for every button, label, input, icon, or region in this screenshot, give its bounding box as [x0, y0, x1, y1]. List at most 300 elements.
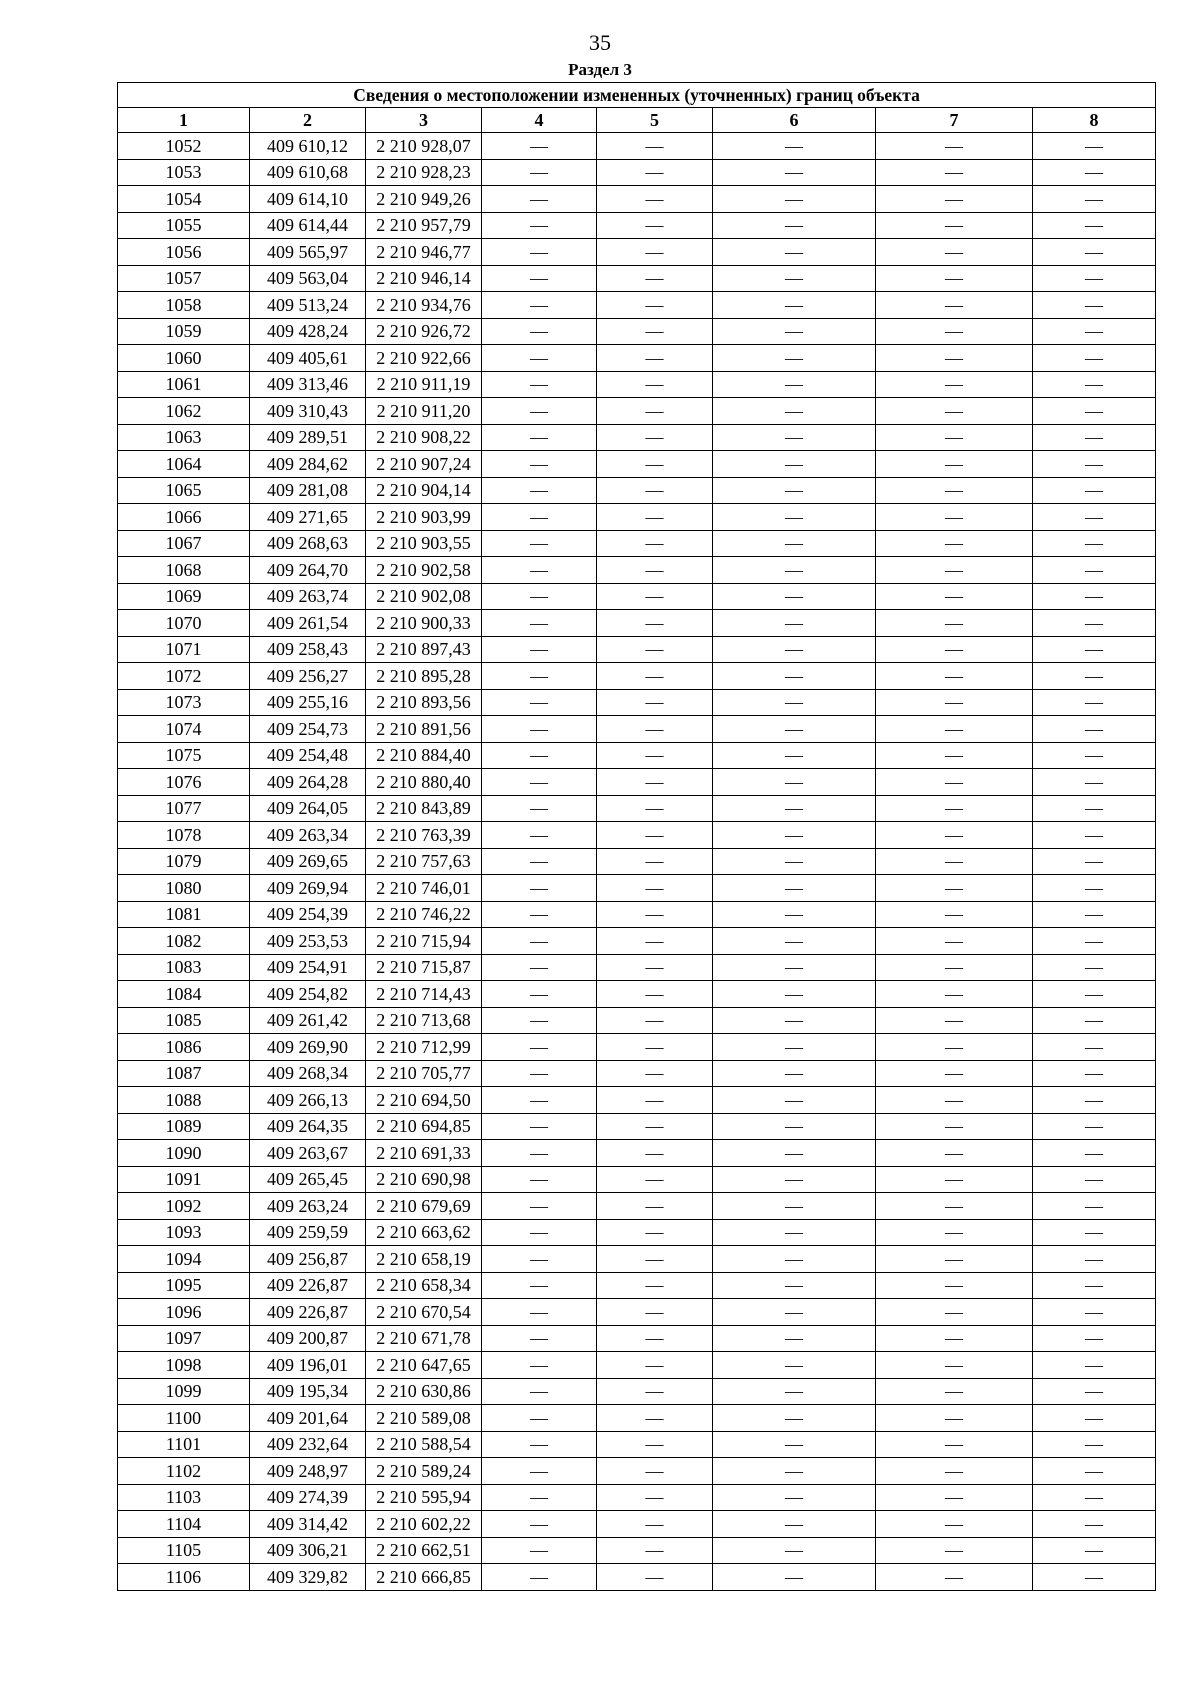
x-coordinate-cell: 409 269,65 [250, 848, 366, 875]
y-coordinate-cell: 2 210 911,19 [366, 371, 482, 398]
empty-value-cell: — [876, 345, 1033, 372]
point-number-cell: 1097 [118, 1325, 250, 1352]
empty-value-cell: — [482, 954, 597, 981]
empty-value-cell: — [876, 848, 1033, 875]
empty-value-cell: — [482, 636, 597, 663]
empty-value-cell: — [482, 530, 597, 557]
table-row [118, 1299, 1156, 1326]
empty-value-cell: — [597, 1060, 713, 1087]
empty-value-cell: — [597, 716, 713, 743]
empty-value-cell: — [876, 318, 1033, 345]
x-coordinate-cell: 409 610,12 [250, 133, 366, 160]
empty-value-cell: — [482, 424, 597, 451]
point-number-cell: 1092 [118, 1193, 250, 1220]
empty-value-cell: — [713, 133, 876, 160]
point-number-cell: 1058 [118, 292, 250, 319]
empty-value-cell: — [713, 424, 876, 451]
point-number-cell: 1059 [118, 318, 250, 345]
x-coordinate-cell: 409 264,70 [250, 557, 366, 584]
empty-value-cell: — [1033, 530, 1156, 557]
empty-value-cell: — [1033, 1007, 1156, 1034]
table-row [118, 1219, 1156, 1246]
empty-value-cell: — [713, 398, 876, 425]
y-coordinate-cell: 2 210 922,66 [366, 345, 482, 372]
empty-value-cell: — [1033, 1352, 1156, 1379]
empty-value-cell: — [482, 1272, 597, 1299]
empty-value-cell: — [1033, 1458, 1156, 1485]
empty-value-cell: — [1033, 795, 1156, 822]
empty-value-cell: — [1033, 345, 1156, 372]
y-coordinate-cell: 2 210 630,86 [366, 1378, 482, 1405]
x-coordinate-cell: 409 271,65 [250, 504, 366, 531]
empty-value-cell: — [1033, 583, 1156, 610]
empty-value-cell: — [713, 292, 876, 319]
y-coordinate-cell: 2 210 589,08 [366, 1405, 482, 1432]
y-coordinate-cell: 2 210 757,63 [366, 848, 482, 875]
empty-value-cell: — [876, 716, 1033, 743]
empty-value-cell: — [876, 371, 1033, 398]
table-caption: Сведения о местоположении измененных (уточненных) границ объекта [118, 83, 1156, 108]
table-row [118, 424, 1156, 451]
point-number-cell: 1066 [118, 504, 250, 531]
empty-value-cell: — [876, 822, 1033, 849]
empty-value-cell: — [482, 1007, 597, 1034]
empty-value-cell: — [1033, 1431, 1156, 1458]
empty-value-cell: — [1033, 928, 1156, 955]
empty-value-cell: — [482, 292, 597, 319]
y-coordinate-cell: 2 210 946,14 [366, 265, 482, 292]
empty-value-cell: — [713, 1219, 876, 1246]
empty-value-cell: — [597, 1431, 713, 1458]
empty-value-cell: — [597, 133, 713, 160]
point-number-cell: 1052 [118, 133, 250, 160]
y-coordinate-cell: 2 210 666,85 [366, 1564, 482, 1591]
empty-value-cell: — [1033, 981, 1156, 1008]
point-number-cell: 1078 [118, 822, 250, 849]
empty-value-cell: — [482, 451, 597, 478]
x-coordinate-cell: 409 254,91 [250, 954, 366, 981]
empty-value-cell: — [597, 1272, 713, 1299]
empty-value-cell: — [713, 1246, 876, 1273]
point-number-cell: 1083 [118, 954, 250, 981]
x-coordinate-cell: 409 565,97 [250, 239, 366, 266]
empty-value-cell: — [597, 610, 713, 637]
empty-value-cell: — [876, 901, 1033, 928]
empty-value-cell: — [597, 795, 713, 822]
empty-value-cell: — [597, 345, 713, 372]
empty-value-cell: — [1033, 822, 1156, 849]
point-number-cell: 1084 [118, 981, 250, 1008]
empty-value-cell: — [597, 1140, 713, 1167]
empty-value-cell: — [713, 1034, 876, 1061]
empty-value-cell: — [482, 848, 597, 875]
point-number-cell: 1095 [118, 1272, 250, 1299]
empty-value-cell: — [597, 371, 713, 398]
table-row [118, 1405, 1156, 1432]
empty-value-cell: — [597, 901, 713, 928]
empty-value-cell: — [713, 875, 876, 902]
empty-value-cell: — [482, 1166, 597, 1193]
empty-value-cell: — [876, 1511, 1033, 1538]
empty-value-cell: — [597, 848, 713, 875]
empty-value-cell: — [713, 159, 876, 186]
table-row [118, 663, 1156, 690]
x-coordinate-cell: 409 264,28 [250, 769, 366, 796]
x-coordinate-cell: 409 264,05 [250, 795, 366, 822]
y-coordinate-cell: 2 210 746,01 [366, 875, 482, 902]
empty-value-cell: — [713, 239, 876, 266]
empty-value-cell: — [876, 504, 1033, 531]
empty-value-cell: — [876, 795, 1033, 822]
empty-value-cell: — [1033, 1378, 1156, 1405]
empty-value-cell: — [713, 557, 876, 584]
table-body [118, 133, 1156, 1591]
empty-value-cell: — [1033, 398, 1156, 425]
x-coordinate-cell: 409 284,62 [250, 451, 366, 478]
empty-value-cell: — [482, 186, 597, 213]
empty-value-cell: — [713, 345, 876, 372]
empty-value-cell: — [597, 1113, 713, 1140]
empty-value-cell: — [1033, 901, 1156, 928]
table-row [118, 689, 1156, 716]
empty-value-cell: — [713, 822, 876, 849]
empty-value-cell: — [482, 875, 597, 902]
table-row [118, 636, 1156, 663]
empty-value-cell: — [482, 1140, 597, 1167]
table-row [118, 133, 1156, 160]
empty-value-cell: — [597, 769, 713, 796]
table-row [118, 451, 1156, 478]
table-row [118, 557, 1156, 584]
x-coordinate-cell: 409 281,08 [250, 477, 366, 504]
x-coordinate-cell: 409 232,64 [250, 1431, 366, 1458]
x-coordinate-cell: 409 263,24 [250, 1193, 366, 1220]
empty-value-cell: — [713, 318, 876, 345]
empty-value-cell: — [876, 1272, 1033, 1299]
point-number-cell: 1080 [118, 875, 250, 902]
table-row [118, 371, 1156, 398]
table-row [118, 1272, 1156, 1299]
empty-value-cell: — [876, 1325, 1033, 1352]
table-row [118, 292, 1156, 319]
empty-value-cell: — [1033, 292, 1156, 319]
empty-value-cell: — [597, 424, 713, 451]
point-number-cell: 1053 [118, 159, 250, 186]
empty-value-cell: — [1033, 371, 1156, 398]
table-row [118, 1007, 1156, 1034]
empty-value-cell: — [876, 1537, 1033, 1564]
empty-value-cell: — [482, 1113, 597, 1140]
empty-value-cell: — [597, 1166, 713, 1193]
point-number-cell: 1061 [118, 371, 250, 398]
y-coordinate-cell: 2 210 903,55 [366, 530, 482, 557]
empty-value-cell: — [713, 451, 876, 478]
x-coordinate-cell: 409 269,94 [250, 875, 366, 902]
y-coordinate-cell: 2 210 934,76 [366, 292, 482, 319]
y-coordinate-cell: 2 210 691,33 [366, 1140, 482, 1167]
empty-value-cell: — [876, 1140, 1033, 1167]
empty-value-cell: — [1033, 504, 1156, 531]
empty-value-cell: — [482, 1087, 597, 1114]
empty-value-cell: — [597, 1352, 713, 1379]
point-number-cell: 1100 [118, 1405, 250, 1432]
column-header: 6 [713, 108, 876, 133]
column-header: 5 [597, 108, 713, 133]
empty-value-cell: — [482, 371, 597, 398]
column-header: 1 [118, 108, 250, 133]
point-number-cell: 1064 [118, 451, 250, 478]
empty-value-cell: — [597, 318, 713, 345]
empty-value-cell: — [482, 398, 597, 425]
x-coordinate-cell: 409 263,74 [250, 583, 366, 610]
x-coordinate-cell: 409 614,10 [250, 186, 366, 213]
column-header: 4 [482, 108, 597, 133]
empty-value-cell: — [482, 928, 597, 955]
empty-value-cell: — [876, 1299, 1033, 1326]
empty-value-cell: — [1033, 848, 1156, 875]
empty-value-cell: — [713, 1113, 876, 1140]
empty-value-cell: — [876, 1219, 1033, 1246]
point-number-cell: 1069 [118, 583, 250, 610]
point-number-cell: 1057 [118, 265, 250, 292]
empty-value-cell: — [876, 1431, 1033, 1458]
empty-value-cell: — [876, 265, 1033, 292]
empty-value-cell: — [1033, 610, 1156, 637]
y-coordinate-cell: 2 210 595,94 [366, 1484, 482, 1511]
point-number-cell: 1085 [118, 1007, 250, 1034]
empty-value-cell: — [482, 742, 597, 769]
table-row [118, 1060, 1156, 1087]
empty-value-cell: — [876, 663, 1033, 690]
empty-value-cell: — [876, 557, 1033, 584]
point-number-cell: 1106 [118, 1564, 250, 1591]
empty-value-cell: — [1033, 1299, 1156, 1326]
empty-value-cell: — [482, 318, 597, 345]
x-coordinate-cell: 409 513,24 [250, 292, 366, 319]
point-number-cell: 1062 [118, 398, 250, 425]
empty-value-cell: — [1033, 318, 1156, 345]
table-row [118, 1113, 1156, 1140]
empty-value-cell: — [597, 1405, 713, 1432]
empty-value-cell: — [876, 477, 1033, 504]
empty-value-cell: — [1033, 451, 1156, 478]
empty-value-cell: — [597, 212, 713, 239]
y-coordinate-cell: 2 210 880,40 [366, 769, 482, 796]
point-number-cell: 1075 [118, 742, 250, 769]
x-coordinate-cell: 409 263,34 [250, 822, 366, 849]
point-number-cell: 1054 [118, 186, 250, 213]
empty-value-cell: — [1033, 1219, 1156, 1246]
point-number-cell: 1102 [118, 1458, 250, 1485]
empty-value-cell: — [482, 133, 597, 160]
empty-value-cell: — [1033, 1272, 1156, 1299]
empty-value-cell: — [482, 1325, 597, 1352]
table-row [118, 318, 1156, 345]
y-coordinate-cell: 2 210 884,40 [366, 742, 482, 769]
x-coordinate-cell: 409 266,13 [250, 1087, 366, 1114]
empty-value-cell: — [482, 1484, 597, 1511]
empty-value-cell: — [482, 1219, 597, 1246]
table-caption-row [118, 83, 1156, 108]
empty-value-cell: — [1033, 1484, 1156, 1511]
point-number-cell: 1101 [118, 1431, 250, 1458]
empty-value-cell: — [876, 1087, 1033, 1114]
empty-value-cell: — [482, 769, 597, 796]
point-number-cell: 1090 [118, 1140, 250, 1167]
empty-value-cell: — [597, 954, 713, 981]
empty-value-cell: — [482, 265, 597, 292]
empty-value-cell: — [597, 265, 713, 292]
empty-value-cell: — [597, 1537, 713, 1564]
empty-value-cell: — [713, 636, 876, 663]
empty-value-cell: — [713, 1378, 876, 1405]
table-row [118, 504, 1156, 531]
empty-value-cell: — [482, 822, 597, 849]
x-coordinate-cell: 409 314,42 [250, 1511, 366, 1538]
y-coordinate-cell: 2 210 926,72 [366, 318, 482, 345]
y-coordinate-cell: 2 210 663,62 [366, 1219, 482, 1246]
table-row [118, 795, 1156, 822]
point-number-cell: 1072 [118, 663, 250, 690]
point-number-cell: 1086 [118, 1034, 250, 1061]
table-row [118, 769, 1156, 796]
table-row [118, 1140, 1156, 1167]
empty-value-cell: — [876, 530, 1033, 557]
empty-value-cell: — [597, 159, 713, 186]
y-coordinate-cell: 2 210 690,98 [366, 1166, 482, 1193]
empty-value-cell: — [597, 636, 713, 663]
empty-value-cell: — [597, 1007, 713, 1034]
empty-value-cell: — [876, 769, 1033, 796]
y-coordinate-cell: 2 210 895,28 [366, 663, 482, 690]
empty-value-cell: — [876, 636, 1033, 663]
table-row [118, 398, 1156, 425]
point-number-cell: 1103 [118, 1484, 250, 1511]
empty-value-cell: — [713, 795, 876, 822]
empty-value-cell: — [713, 742, 876, 769]
empty-value-cell: — [1033, 212, 1156, 239]
y-coordinate-cell: 2 210 589,24 [366, 1458, 482, 1485]
empty-value-cell: — [1033, 477, 1156, 504]
x-coordinate-cell: 409 405,61 [250, 345, 366, 372]
empty-value-cell: — [1033, 875, 1156, 902]
column-header: 7 [876, 108, 1033, 133]
empty-value-cell: — [876, 928, 1033, 955]
table-row [118, 901, 1156, 928]
y-coordinate-cell: 2 210 957,79 [366, 212, 482, 239]
empty-value-cell: — [597, 186, 713, 213]
empty-value-cell: — [713, 901, 876, 928]
empty-value-cell: — [1033, 557, 1156, 584]
empty-value-cell: — [1033, 689, 1156, 716]
y-coordinate-cell: 2 210 715,94 [366, 928, 482, 955]
y-coordinate-cell: 2 210 714,43 [366, 981, 482, 1008]
empty-value-cell: — [1033, 1166, 1156, 1193]
point-number-cell: 1087 [118, 1060, 250, 1087]
empty-value-cell: — [1033, 954, 1156, 981]
x-coordinate-cell: 409 268,63 [250, 530, 366, 557]
table-row [118, 1352, 1156, 1379]
x-coordinate-cell: 409 306,21 [250, 1537, 366, 1564]
empty-value-cell: — [713, 610, 876, 637]
empty-value-cell: — [597, 1246, 713, 1273]
empty-value-cell: — [1033, 186, 1156, 213]
x-coordinate-cell: 409 563,04 [250, 265, 366, 292]
empty-value-cell: — [876, 1193, 1033, 1220]
empty-value-cell: — [1033, 1405, 1156, 1432]
y-coordinate-cell: 2 210 662,51 [366, 1537, 482, 1564]
empty-value-cell: — [597, 1458, 713, 1485]
empty-value-cell: — [597, 1193, 713, 1220]
empty-value-cell: — [876, 1246, 1033, 1273]
point-number-cell: 1063 [118, 424, 250, 451]
x-coordinate-cell: 409 256,27 [250, 663, 366, 690]
point-number-cell: 1065 [118, 477, 250, 504]
point-number-cell: 1077 [118, 795, 250, 822]
point-number-cell: 1099 [118, 1378, 250, 1405]
table-row [118, 1564, 1156, 1591]
x-coordinate-cell: 409 196,01 [250, 1352, 366, 1379]
empty-value-cell: — [876, 1060, 1033, 1087]
empty-value-cell: — [597, 557, 713, 584]
y-coordinate-cell: 2 210 904,14 [366, 477, 482, 504]
x-coordinate-cell: 409 329,82 [250, 1564, 366, 1591]
table-row [118, 981, 1156, 1008]
y-coordinate-cell: 2 210 928,23 [366, 159, 482, 186]
table-row [118, 875, 1156, 902]
x-coordinate-cell: 409 258,43 [250, 636, 366, 663]
point-number-cell: 1105 [118, 1537, 250, 1564]
empty-value-cell: — [713, 1299, 876, 1326]
column-header: 3 [366, 108, 482, 133]
y-coordinate-cell: 2 210 705,77 [366, 1060, 482, 1087]
empty-value-cell: — [876, 133, 1033, 160]
empty-value-cell: — [876, 981, 1033, 1008]
empty-value-cell: — [713, 769, 876, 796]
point-number-cell: 1055 [118, 212, 250, 239]
empty-value-cell: — [713, 371, 876, 398]
empty-value-cell: — [713, 1087, 876, 1114]
empty-value-cell: — [713, 1537, 876, 1564]
y-coordinate-cell: 2 210 902,08 [366, 583, 482, 610]
x-coordinate-cell: 409 254,39 [250, 901, 366, 928]
point-number-cell: 1068 [118, 557, 250, 584]
empty-value-cell: — [1033, 1140, 1156, 1167]
point-number-cell: 1104 [118, 1511, 250, 1538]
y-coordinate-cell: 2 210 903,99 [366, 504, 482, 531]
empty-value-cell: — [597, 398, 713, 425]
y-coordinate-cell: 2 210 658,19 [366, 1246, 482, 1273]
x-coordinate-cell: 409 259,59 [250, 1219, 366, 1246]
empty-value-cell: — [482, 1246, 597, 1273]
table-row [118, 1193, 1156, 1220]
empty-value-cell: — [876, 1484, 1033, 1511]
empty-value-cell: — [1033, 265, 1156, 292]
point-number-cell: 1073 [118, 689, 250, 716]
point-number-cell: 1079 [118, 848, 250, 875]
table-row [118, 1087, 1156, 1114]
empty-value-cell: — [1033, 159, 1156, 186]
empty-value-cell: — [482, 477, 597, 504]
empty-value-cell: — [876, 239, 1033, 266]
empty-value-cell: — [597, 1564, 713, 1591]
empty-value-cell: — [1033, 742, 1156, 769]
empty-value-cell: — [597, 504, 713, 531]
empty-value-cell: — [713, 848, 876, 875]
table-row [118, 610, 1156, 637]
empty-value-cell: — [713, 212, 876, 239]
empty-value-cell: — [876, 1352, 1033, 1379]
